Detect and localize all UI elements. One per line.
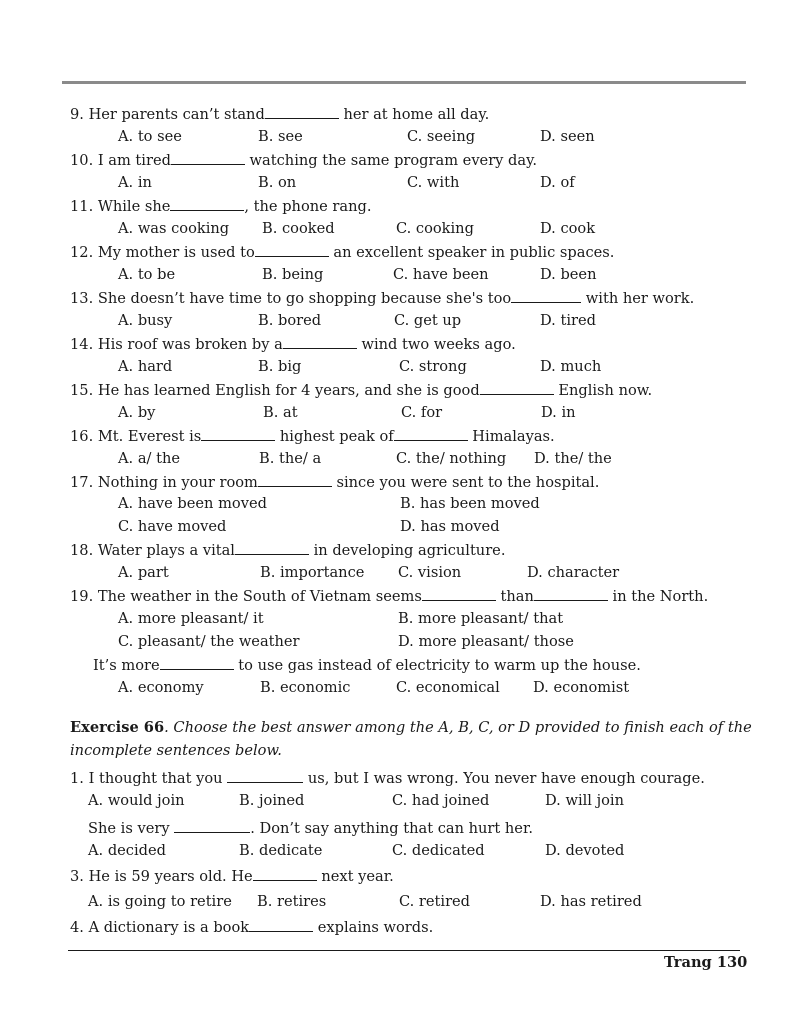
option-d: D. been bbox=[540, 266, 597, 283]
option-c: C. economical bbox=[396, 679, 500, 696]
option-a: A. decided bbox=[88, 842, 166, 859]
option-a: A. to see bbox=[118, 128, 182, 145]
answer-blank bbox=[422, 587, 496, 601]
question-18: 18. Water plays a vital in developing agriculture. bbox=[70, 542, 506, 559]
question-12: 12. My mother is used to an excellent speaker in public spaces. bbox=[70, 244, 615, 261]
question-13: 13. She doesn’t have time to go shopping because she's too with her work. bbox=[70, 290, 695, 307]
question-14: 14. His roof was broken by a wind two weeks ago. bbox=[70, 336, 516, 353]
option-b: B. retires bbox=[257, 893, 327, 910]
option-b: B. at bbox=[263, 404, 298, 421]
option-d: D. has retired bbox=[540, 893, 642, 910]
exercise-question-2: She is very . Don’t say anything that can hurt her. bbox=[88, 820, 533, 837]
option-a: A. have been moved bbox=[118, 495, 267, 512]
option-d: D. in bbox=[541, 404, 576, 421]
answer-blank bbox=[511, 289, 581, 303]
option-b: B. importance bbox=[260, 564, 365, 581]
option-b: B. on bbox=[258, 174, 297, 191]
question-15: 15. He has learned English for 4 years, and she is good English now. bbox=[70, 382, 653, 399]
option-a: A. in bbox=[118, 174, 152, 191]
option-d: D. of bbox=[540, 174, 575, 191]
option-d: D. has moved bbox=[400, 518, 500, 535]
question-16: 16. Mt. Everest is highest peak of Himalayas. bbox=[70, 428, 555, 445]
option-b: B. the/ a bbox=[259, 450, 322, 467]
option-c: C. with bbox=[407, 174, 460, 191]
exercise-question-3: 3. He is 59 years old. He next year. bbox=[70, 868, 394, 885]
answer-blank bbox=[171, 151, 245, 165]
exercise-title: Exercise 66 bbox=[70, 719, 165, 736]
option-c: C. for bbox=[401, 404, 443, 421]
answer-blank bbox=[255, 243, 329, 257]
option-b: B. has been moved bbox=[400, 495, 540, 512]
answer-blank bbox=[227, 769, 303, 783]
option-b: B. economic bbox=[260, 679, 351, 696]
option-c: C. get up bbox=[394, 312, 462, 329]
option-a: A. by bbox=[118, 404, 156, 421]
option-b: B. more pleasant/ that bbox=[398, 610, 564, 627]
option-a: A. economy bbox=[118, 679, 204, 696]
answer-blank bbox=[253, 867, 317, 881]
option-c: C. pleasant/ the weather bbox=[118, 633, 300, 650]
option-b: B. joined bbox=[239, 792, 305, 809]
answer-blank bbox=[534, 587, 608, 601]
exercise-heading bbox=[70, 719, 752, 737]
question-10: 10. I am tired watching the same program every day. bbox=[70, 152, 538, 169]
question-19: 19. The weather in the South of Vietnam seems than in the North. bbox=[70, 588, 709, 605]
option-d: D. character bbox=[527, 564, 620, 581]
option-a: A. a/ the bbox=[118, 450, 180, 467]
option-a: A. hard bbox=[118, 358, 173, 375]
answer-blank bbox=[249, 918, 313, 932]
option-a: A. more pleasant/ it bbox=[118, 610, 264, 627]
option-a: A. to be bbox=[118, 266, 176, 283]
option-a: A. busy bbox=[118, 312, 173, 329]
answer-blank bbox=[265, 105, 339, 119]
option-c: C. had joined bbox=[392, 792, 490, 809]
option-c: C. retired bbox=[399, 893, 471, 910]
answer-blank bbox=[480, 381, 554, 395]
question-17: 17. Nothing in your room since you were sent to the hospital. bbox=[70, 474, 600, 491]
option-a: A. was cooking bbox=[118, 220, 230, 237]
option-c: C. vision bbox=[398, 564, 462, 581]
option-d: D. cook bbox=[540, 220, 596, 237]
answer-blank bbox=[283, 335, 357, 349]
option-a: A. part bbox=[118, 564, 169, 581]
option-c: C. have moved bbox=[118, 518, 227, 535]
option-c: C. cooking bbox=[396, 220, 474, 237]
question-11: 11. While she , the phone rang. bbox=[70, 198, 372, 215]
exercise-question-4: 4. A dictionary is a book explains words. bbox=[70, 919, 434, 936]
answer-blank bbox=[201, 427, 275, 441]
option-c: C. have been bbox=[393, 266, 489, 283]
option-b: B. bored bbox=[258, 312, 322, 329]
exercise-instruction-cont: incomplete sentences below. bbox=[70, 742, 282, 759]
option-a: A. is going to retire bbox=[88, 893, 232, 910]
answer-blank bbox=[394, 427, 468, 441]
answer-blank bbox=[235, 541, 309, 555]
option-d: D. will join bbox=[545, 792, 624, 809]
option-b: B. see bbox=[258, 128, 303, 145]
answer-blank bbox=[160, 656, 234, 670]
question-20: It’s more to use gas instead of electricity to warm up the house. bbox=[93, 657, 641, 674]
option-b: B. big bbox=[258, 358, 302, 375]
option-d: D. economist bbox=[533, 679, 630, 696]
option-b: B. cooked bbox=[262, 220, 335, 237]
page-number: Trang 130 bbox=[664, 954, 748, 971]
answer-blank bbox=[258, 473, 332, 487]
option-c: C. strong bbox=[399, 358, 467, 375]
option-d: D. devoted bbox=[545, 842, 625, 859]
option-a: A. would join bbox=[88, 792, 185, 809]
answer-blank bbox=[174, 819, 250, 833]
header-rule bbox=[62, 81, 746, 84]
option-c: C. dedicated bbox=[392, 842, 485, 859]
option-d: D. much bbox=[540, 358, 602, 375]
option-d: D. tired bbox=[540, 312, 596, 329]
option-c: C. seeing bbox=[407, 128, 476, 145]
exercise-question-1: 1. I thought that you us, but I was wrong. You never have enough courage. bbox=[70, 770, 705, 787]
option-c: C. the/ nothing bbox=[396, 450, 507, 467]
option-b: B. being bbox=[262, 266, 324, 283]
option-b: B. dedicate bbox=[239, 842, 323, 859]
option-d: D. more pleasant/ those bbox=[398, 633, 574, 650]
footer-rule bbox=[68, 950, 740, 951]
option-d: D. the/ the bbox=[534, 450, 612, 467]
answer-blank bbox=[170, 197, 244, 211]
exercise-instruction: . Choose the best answer among the A, B, C, or D provided to finish each of the bbox=[164, 719, 752, 736]
option-d: D. seen bbox=[540, 128, 595, 145]
question-9: 9. Her parents can’t stand her at home all day. bbox=[70, 106, 490, 123]
